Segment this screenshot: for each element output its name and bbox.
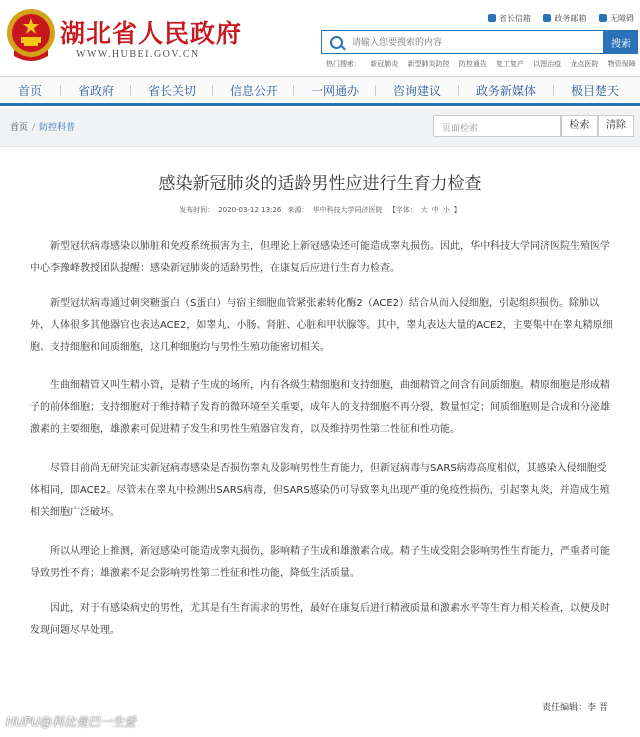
site-search-input[interactable] [350, 34, 594, 52]
hot-search-item[interactable]: 新冠肺炎 [370, 60, 399, 68]
article-meta [0, 205, 640, 215]
nav-divider [293, 85, 294, 96]
font-size-large[interactable]: 大 [420, 206, 428, 214]
nav-item-jimu-chutian[interactable]: 极目楚天 [571, 84, 620, 98]
hot-search-item[interactable]: 以图治疫 [533, 60, 562, 68]
mail-icon [488, 14, 496, 22]
site-title[interactable]: 湖北省人民政府 [60, 19, 243, 48]
article-paragraph: 新型冠状病毒感染以肺脏和免疫系统损害为主，但理论上新冠感染还可能造成睾丸损伤。因此，华中科技大学同济医院生殖医学中心李豫峰教授团队提醒：感染新冠肺炎的适龄男性，在康复后应进行生育力检查。 [30, 241, 610, 274]
font-size-small[interactable]: 小 [442, 206, 450, 214]
nav-item-one-stop-service[interactable]: 一网通办 [311, 84, 360, 98]
font-size-label: 【字体： [388, 206, 417, 214]
nav-divider [212, 85, 213, 96]
nav-divider [60, 85, 61, 96]
site-search-button[interactable]: 搜索 [604, 30, 638, 54]
nav-divider [375, 85, 376, 96]
breadcrumb-current[interactable]: 防控科普 [39, 123, 76, 133]
nav-item-info-disclosure[interactable]: 信息公开 [230, 84, 279, 98]
envelope-icon [543, 14, 551, 22]
site-header [0, 0, 640, 72]
breadcrumb-separator: / [32, 123, 36, 133]
hot-searches [326, 59, 640, 69]
article [0, 147, 640, 737]
hot-search-item[interactable]: 龙点医院 [570, 60, 599, 68]
article-paragraph: 因此，对于有感染病史的男性，尤其是有生育需求的男性，最好在康复后进行精液质量和激素水平等生育力相关检查，以便及时发现问题尽早处理。 [30, 603, 610, 636]
font-size-end: 】 [453, 206, 461, 214]
nav-item-consultation[interactable]: 咨询建议 [393, 84, 442, 98]
hot-search-item[interactable]: 防控通告 [458, 60, 487, 68]
top-link-governor-mailbox[interactable]: 省长信箱 [488, 14, 531, 23]
main-nav [0, 76, 640, 106]
nav-item-governor-concerns[interactable]: 省长关切 [148, 84, 197, 98]
hot-search-label: 热门搜索： [326, 60, 361, 68]
hupu-watermark: HUPU@科比曼巴一生爱 [6, 715, 136, 729]
publish-date-label: 发布时间： [179, 206, 215, 214]
hot-search-item[interactable]: 复工复产 [495, 60, 524, 68]
top-link-gov-email[interactable]: 政务邮箱 [543, 14, 586, 23]
national-emblem-icon[interactable] [4, 6, 58, 64]
search-icon [330, 36, 343, 49]
page-search-input[interactable]: 页面检索 [433, 115, 561, 137]
article-paragraph: 尽管目前尚无研究证实新冠病毒感染是否损伤睾丸及影响男性生育能力，但新冠病毒与SARS病毒高度相似，其感染入侵细胞受体相同，即ACE2。尽管未在睾丸中检测出SARS病毒，但SARS感染仍可导致睾丸出现严重的免疫性损伤，引起睾丸炎，并造成生殖相关细胞广泛破坏。 [30, 463, 610, 518]
article-paragraph: 生曲细精管又叫生精小管，是精子生成的场所，内有各级生精细胞和支持细胞，曲细精管之间含有间质细胞。精原细胞是形成精子的前体细胞；支持细胞对于维持精子发育的微环境至关重要，成年人的支持细胞不再分裂，数量恒定；间质细胞则是合成和分泌雄激素的主要细胞，雄激素可促进精子发生和男性生殖器官发育，以及维持男性第二性征和性功能。 [30, 380, 610, 435]
responsible-editor: 责任编辑：李 晋 [542, 703, 608, 713]
site-search-box [321, 30, 604, 54]
nav-divider [130, 85, 131, 96]
nav-divider [553, 85, 554, 96]
source-label: 来源： [287, 206, 309, 214]
hot-search-item[interactable]: 物资保障 [607, 60, 636, 68]
page-search-button[interactable]: 检索 [561, 115, 598, 137]
breadcrumb-home[interactable]: 首页 [10, 123, 29, 133]
nav-divider [458, 85, 459, 96]
publish-date: 2020-03-12 13:26 [218, 206, 282, 214]
nav-item-new-media[interactable]: 政务新媒体 [476, 84, 537, 98]
source: 华中科技大学同济医院 [312, 206, 383, 214]
top-links [478, 13, 634, 24]
page-clear-button[interactable]: 清除 [598, 115, 634, 137]
top-link-accessibility[interactable]: 无障碍 [599, 14, 634, 23]
font-size-medium[interactable]: 中 [431, 206, 439, 214]
article-title: 感染新冠肺炎的适龄男性应进行生育力检查 [158, 174, 482, 194]
accessibility-icon [599, 14, 607, 22]
hot-search-item[interactable]: 新型肺炎防控 [407, 60, 450, 68]
breadcrumb [10, 120, 75, 133]
article-paragraph: 所以从理论上推测，新冠感染可能造成睾丸损伤，影响精子生成和雄激素合成。精子生成受阻会影响男性生育能力，严重者可能导致男性不育；雄激素不足会影响男性第二性征和性功能，降低生活质量。 [30, 546, 610, 579]
site-url: WWW.HUBEI.GOV.CN [76, 49, 200, 60]
nav-item-government[interactable]: 省政府 [78, 84, 115, 98]
nav-item-home[interactable]: 首页 [18, 84, 43, 98]
article-paragraph: 新型冠状病毒通过刺突糖蛋白（S蛋白）与宿主细胞血管紧张素转化酶2（ACE2）结合从而入侵细胞，引起组织损伤。除肺以外，人体很多其他器官也表达ACE2，如睾丸、小肠、肾脏、心脏和甲状腺等。其中，睾丸表达大量的ACE2，主要集中在睾丸精原细胞、支持细胞和间质细胞，这几种细胞均与男性生殖功能密切相关。 [30, 298, 613, 353]
